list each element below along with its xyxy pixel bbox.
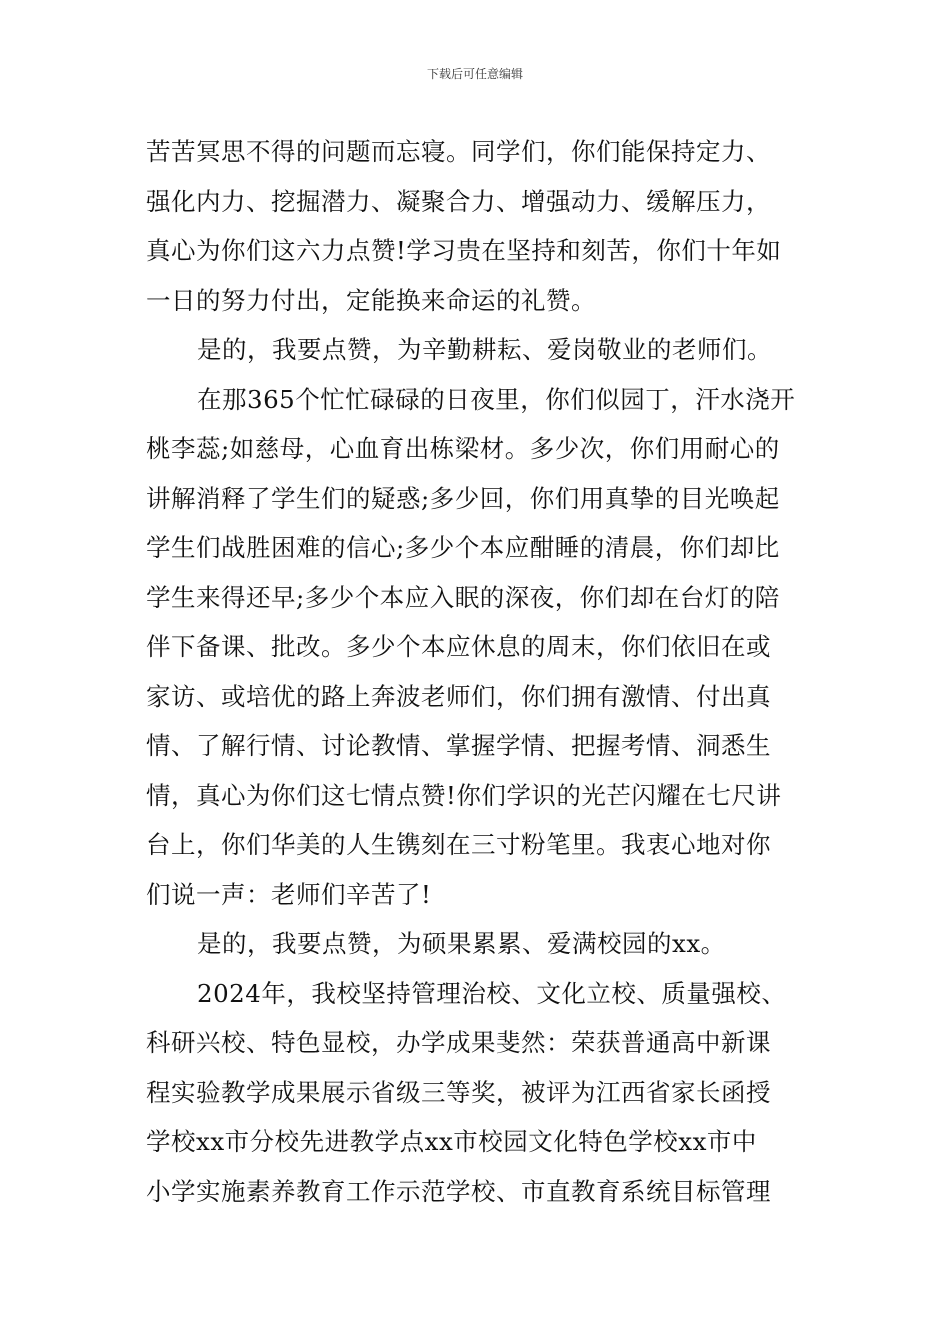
paragraph-start-line: 是的，我要点赞，为辛勤耕耘、爱岗敬业的老师们。 <box>197 335 772 364</box>
text-line: 情，真心为你们这七情点赞!你们学识的光芒闪耀在七尺讲 <box>146 780 782 810</box>
paragraph-start-line: 在那365个忙忙碌碌的日夜里，你们似园丁，汗水浇开 <box>197 384 796 414</box>
text-line: 小学实施素养教育工作示范学校、市直教育系统目标管理 <box>146 1176 771 1206</box>
text-line: 学生们战胜困难的信心;多少个本应酣睡的清晨，你们却比 <box>146 533 780 562</box>
text-line: 情、了解行情、讨论教情、掌握学情、把握考情、洞悉生 <box>146 731 771 760</box>
document-body <box>146 127 810 1216</box>
page-header: 下载后可任意编辑 <box>426 67 523 81</box>
paragraph-start-line: 是的，我要点赞，为硕果累累、爱满校园的xx。 <box>197 929 726 958</box>
text-line: 一日的努力付出，定能换来命运的礼赞。 <box>146 285 596 315</box>
text-line: 讲解消释了学生们的疑惑;多少回，你们用真挚的目光唤起 <box>146 483 780 513</box>
text-line: 科研兴校、特色显校，办学成果斐然：荣获普通高中新课 <box>146 1028 771 1057</box>
text-line: 程实验教学成果展示省级三等奖，被评为江西省家长函授 <box>146 1077 771 1107</box>
paragraph-start-line: 2024年，我校坚持管理治校、文化立校、质量强校、 <box>197 978 787 1008</box>
text-line: 台上，你们华美的人生镌刻在三寸粉笔里。我衷心地对你 <box>146 830 771 859</box>
text-line: 学校xx市分校先进教学点xx市校园文化特色学校xx市中 <box>146 1127 757 1156</box>
text-line: 苦苦冥思不得的问题而忘寝。同学们，你们能保持定力、 <box>146 137 771 166</box>
text-line: 家访、或培优的路上奔波老师们，你们拥有激情、付出真 <box>146 681 771 711</box>
text-line: 学生来得还早;多少个本应入眠的深夜，你们却在台灯的陪 <box>146 582 780 612</box>
text-line: 桃李蕊;如慈母，心血育出栋梁材。多少次，你们用耐心的 <box>146 434 780 463</box>
text-line: 真心为你们这六力点赞!学习贵在坚持和刻苦，你们十年如 <box>146 236 782 265</box>
text-line: 伴下备课、批改。多少个本应休息的周末，你们依旧在或 <box>146 632 771 661</box>
text-line: 们说一声：老师们辛苦了! <box>146 879 432 909</box>
text-line: 强化内力、挖掘潜力、凝聚合力、增强动力、缓解压力， <box>146 186 771 216</box>
